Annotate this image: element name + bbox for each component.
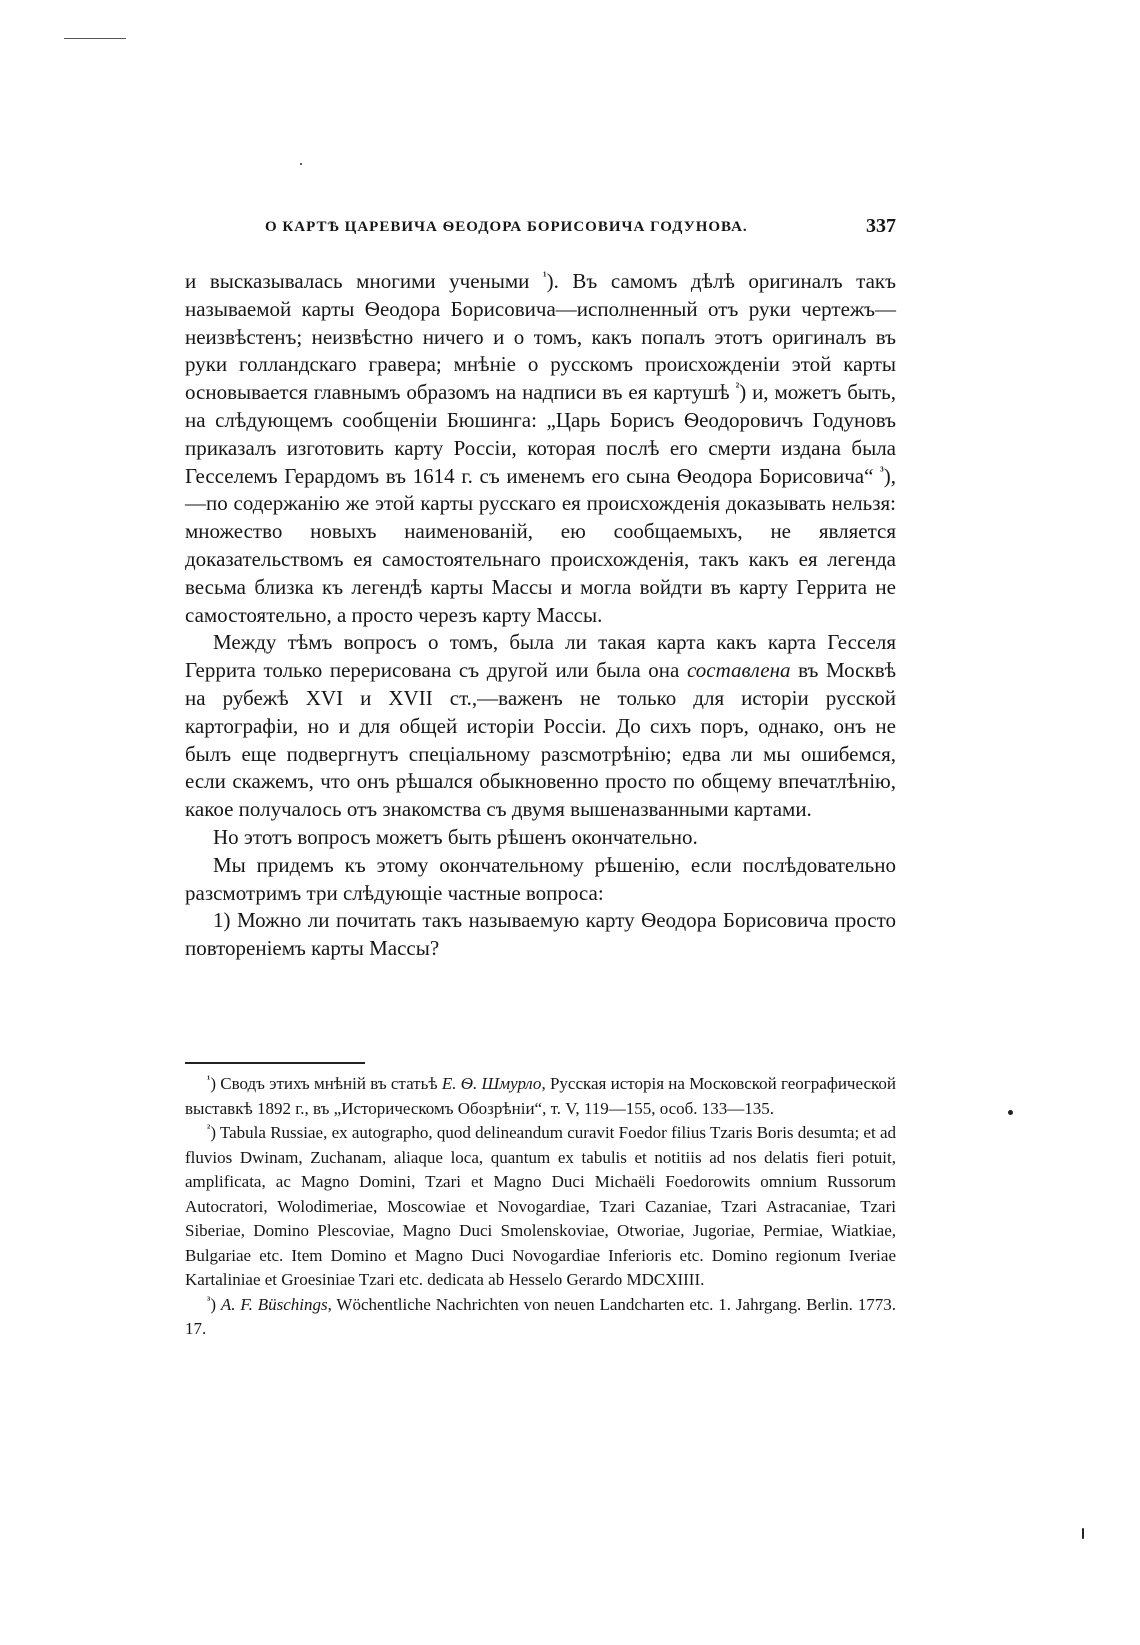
page-header (185, 215, 896, 245)
footnote-ref-3: ³ (880, 463, 884, 478)
paragraph-3: Но этотъ вопросъ можетъ быть рѣшенъ окончательно. (213, 824, 698, 849)
scan-edge-line (64, 38, 126, 39)
footnote-2: $^{^2}$) Tabula Russiae, ex autographo, quod delineandum curavit Foedor filius Tzaris Boris desumta; et ad fluvios Dwinam, Zuchanam, aliaque loca, quantum ex tabulis et notitiis ad nos delatis fieri potuit, amplificata, ac Magno Domini, Tzari et Magno Duci Michaëli Foedorowits omnium Russorum Autocratori, Wolodimeriae, Moscowiae et Novogardiae, Tzari Cazaniae, Tzari Astracaniae, Tzari Siberiae, Domino Plescoviae, Magno Duci Smolenskoviae, Otworiae, Jugoriae, Permiae, Wiatkiae, Bulgariae etc. Item Domino et Magno Duci Novogardiae Inferioris etc. Domino regionum Iveriae Kartaliniae et Groesiniae Tzari etc. dedicata ab Hesselo Gerardo MDCXIIII. (185, 1122, 896, 1289)
scan-speck (1082, 1528, 1084, 1539)
footnote-author: Е. Ѳ. Шмурло (441, 1074, 542, 1093)
footnote-ref-1: ¹ (543, 269, 547, 283)
paragraph-2: Между тѣмъ вопросъ о томъ, была ли такая карта какъ карта Гесселя Геррита только перерисована съ другой или была она составлена въ Москвѣ на рубежѣ XVI и XVII ст.,—важенъ не только для исторіи русской картографіи, но и для общей исторіи Россіи. До сихъ поръ, однако, онъ не былъ еще подвергнутъ спеціальному разсмотрѣнію; едва ли мы ошибемся, если скажемъ, что онъ рѣшался обыкновенно просто по общему впечатлѣнію, какое получалось отъ знакомства съ двумя вышеназванными картами. (185, 630, 897, 822)
page-number: 337 (866, 215, 896, 237)
footnote-ref-2: ² (735, 380, 740, 395)
footnote-author: A. F. Büschings (220, 1294, 328, 1314)
scan-speck (300, 163, 302, 165)
footnote-divider (185, 1062, 365, 1064)
paragraph-5: 1) Можно ли почитать такъ называемую карту Ѳеодора Борисовича просто повтореніемъ карты Массы? (185, 908, 896, 961)
running-title: О КАРТѢ ЦАРЕВИЧА ѲЕОДОРА БОРИСОВИЧА ГОДУНОВА. (265, 219, 748, 235)
footnotes (185, 1072, 896, 1342)
paragraph-1: и высказывалась многими учеными $^{^1}$). Въ самомъ дѣлѣ оригиналъ такъ называемой карты Ѳеодора Борисовича—исполненный отъ руки чертежъ—неизвѣстенъ; неизвѣстно ничего и о томъ, какъ попалъ этотъ оригиналъ въ руки голландскаго гравера; мнѣніе о русскомъ происхожденіи этой карты основывается главнымъ образомъ на надписи въ ея картушѣ $^{^2}$) и, можетъ быть, на слѣдующемъ сообщеніи Бюшинга: „Царь Борисъ Ѳеодоровичъ Годуновъ приказалъ изготовить карту Россіи, которая послѣ его смерти издана была Гесселемъ Герардомъ въ 1614 г. съ именемъ его сына Ѳеодора Борисовича“ $^{^3}$),—по содержанію же этой карты русскаго ея происхожденія доказывать нельзя: множество новыхъ наименованій, ею сообщаемыхъ, не является доказательствомъ ея самостоятельнаго происхожденія, такъ какъ ея легенда весьма близка къ легендѣ карты Массы и могла войдти въ карту Геррита не самостоятельно, а просто черезъ карту Массы. (185, 269, 896, 627)
scan-speck (1008, 1110, 1013, 1115)
footnote-1: $^{^1}$) Сводъ этихъ мнѣній въ статьѣ Е. Ѳ. Шмурло, Русская исторія на Московской географической выставкѣ 1892 г., въ „Историческомъ Обозрѣніи“, т. V, 119—155, особ. 133—135. (185, 1073, 896, 1118)
footnote-3: $^{^3}$) A. F. Büschings, Wöchentliche Nachrichten von neuen Landcharten etc. 1. Jahrgang. Berlin. 1773. 17. (185, 1293, 896, 1338)
main-text (185, 268, 896, 963)
paragraph-4: Мы придемъ къ этому окончательному рѣшенію, если послѣдовательно разсмотримъ три слѣдующіе частные вопроса: (185, 852, 896, 905)
emphasis: составлена (686, 658, 791, 683)
